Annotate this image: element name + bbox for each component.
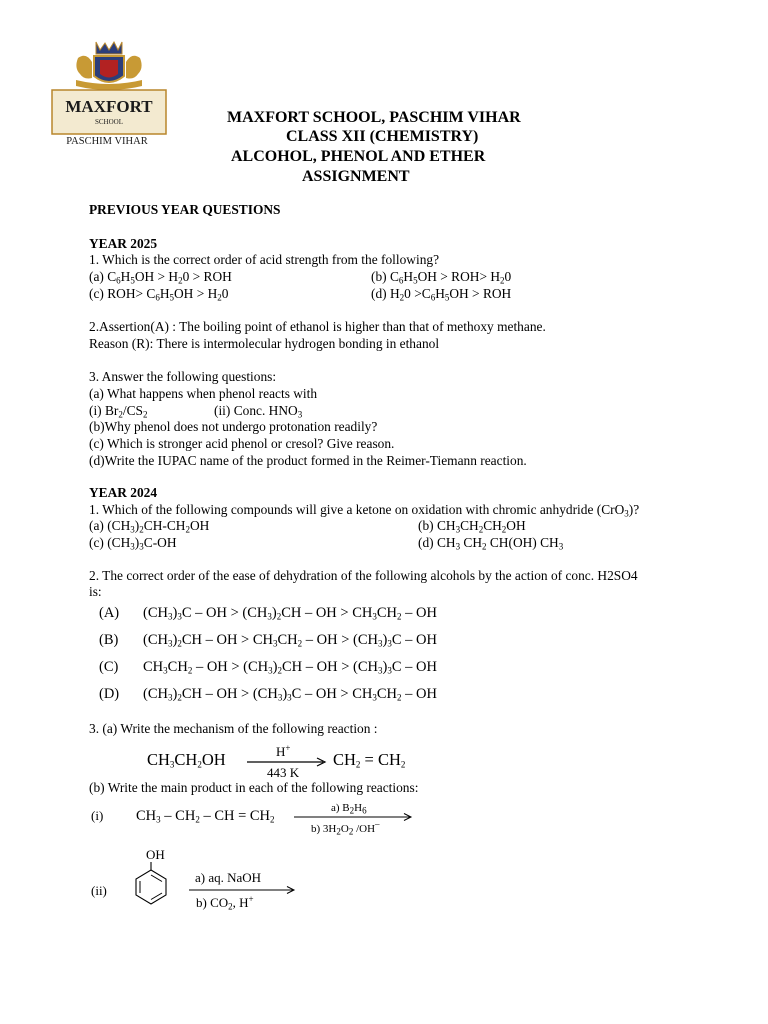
q2024-2-option-b-label: (B)	[99, 632, 119, 648]
reaction-reactant: $CH_3CH_2OH$	[147, 750, 226, 770]
q2025-1-option-c: (c) $ROH> C_6H_5OH > H_20$	[89, 286, 229, 303]
q2024-2-option-d: $(CH_3)_2CH$ – OH > $(CH_3)_3C$ – OH > $CH_3CH_2$ – OH	[143, 686, 437, 703]
q2024-2-option-a-label: (A)	[99, 605, 120, 621]
q2025-3-b: (b)Why phenol does not undergo protonation readily?	[89, 419, 378, 434]
reaction-product: $CH_2 = CH_2$	[333, 750, 406, 770]
q2025-3-d: (d)Write the IUPAC name of the product formed in the Reimer-Tiemann reaction.	[89, 453, 527, 468]
reaction-i-reactant: $CH_3 - CH_2$ – CH = $CH_2$	[136, 808, 275, 825]
q2024-2-option-c: $CH_3CH_2$ – OH > $(CH_3)_2CH$ – OH > $(CH_3)_3C$ – OH	[143, 659, 437, 676]
svg-text:MAXFORT: MAXFORT	[65, 97, 153, 116]
class-title: CLASS XII (CHEMISTRY)	[286, 128, 479, 145]
svg-text:SCHOOL: SCHOOL	[94, 118, 124, 126]
reaction-i-reagent-1: a) $B_2H_6$	[331, 802, 367, 816]
q2024-1-option-d: (d) $CH_3$ $CH_2$ CH(OH) $CH_3$	[418, 535, 564, 552]
assignment-title: ASSIGNMENT	[302, 168, 410, 185]
q2024-3-a: 3. (a) Write the mechanism of the following reaction :	[89, 721, 378, 736]
reaction-ii-reagent-1: a) aq. NaOH	[195, 870, 262, 885]
q2024-2-option-a: $(CH_3)_3C$ – OH > $(CH_3)_2CH$ – OH > $CH_3CH_2$ – OH	[143, 605, 437, 622]
q2025-1-option-d: (d) $H_20 >C_6H_5OH$ > ROH	[371, 286, 512, 303]
reaction-ii-arrow-icon	[189, 885, 297, 895]
q2025-2-reason: Reason (R): There is intermolecular hydrogen bonding in ethanol	[89, 336, 440, 351]
chapter-title: ALCOHOL, PHENOL AND ETHER	[231, 148, 486, 165]
q2024-2-option-d-label: (D)	[99, 686, 120, 702]
q2025-3-a: (a) What happens when phenol reacts with	[89, 386, 318, 401]
q2025-1-text: 1. Which is the correct order of acid strength from the following?	[89, 252, 440, 267]
q2024-2-option-b: $(CH_3)_2CH$ – OH > $CH_3CH_2$ – OH > $(CH_3)_3C$ – OH	[143, 632, 437, 649]
q2025-2-assertion: 2.Assertion(A) : The boiling point of ethanol is higher than that of methoxy methane.	[89, 319, 546, 334]
q2024-2-text: 2. The correct order of the ease of dehydration of the following alcohols by the action of conc. H2SO4	[89, 568, 638, 583]
reaction-condition-bottom: 443 K	[267, 765, 300, 780]
q2025-3-text: 3. Answer the following questions:	[89, 369, 277, 384]
q2024-1-option-a: (a) $(CH_3)_2CH-CH_2OH$	[89, 518, 210, 535]
year-2024-heading: YEAR 2024	[89, 485, 158, 500]
school-logo	[50, 38, 168, 150]
q2025-3-a-i: (i) $Br_2/CS_2$	[89, 403, 148, 420]
q2025-3-c: (c) Which is stronger acid phenol or cresol? Give reason.	[89, 436, 395, 451]
reaction-condition-top: H+	[276, 743, 291, 759]
crest-icon	[50, 38, 168, 150]
reaction-i-reagent-2: b) $3H_2O_2$ /OH–	[311, 819, 380, 837]
phenol-oh-label: OH	[146, 847, 165, 862]
year-2025-heading: YEAR 2025	[89, 236, 158, 251]
q2025-1-option-b: (b) $C_6H_5OH > ROH> H_20$	[371, 269, 512, 286]
q2024-3-b: (b) Write the main product in each of the following reactions:	[89, 780, 419, 795]
benzene-ring-icon	[132, 862, 170, 906]
q2024-1-text: 1. Which of the following compounds will give a ketone on oxidation with chromic anhydride (CrO$_3$)?	[89, 502, 640, 519]
svg-text:PASCHIM VIHAR: PASCHIM VIHAR	[66, 136, 148, 147]
q2024-1-option-b: (b) $CH_3CH_2CH_2OH$	[418, 518, 526, 535]
q2024-2-option-c-label: (C)	[99, 659, 119, 675]
q2025-3-a-ii: (ii) Conc. $HNO_3$	[214, 403, 303, 420]
q2025-1-option-a: (a) $C_6H_5OH > H_20$ > ROH	[89, 269, 232, 286]
q2024-2-text-cont: is:	[89, 584, 102, 599]
section-title: PREVIOUS YEAR QUESTIONS	[89, 202, 281, 217]
reaction-i-label: (i)	[91, 808, 104, 823]
q2024-1-option-c: (c) $(CH_3)_3C-OH$	[89, 535, 177, 552]
reaction-ii-label: (ii)	[91, 883, 107, 898]
reaction-ii-reagent-2: b) $CO_2$, H+	[196, 894, 254, 912]
school-title: MAXFORT SCHOOL, PASCHIM VIHAR	[227, 109, 521, 126]
